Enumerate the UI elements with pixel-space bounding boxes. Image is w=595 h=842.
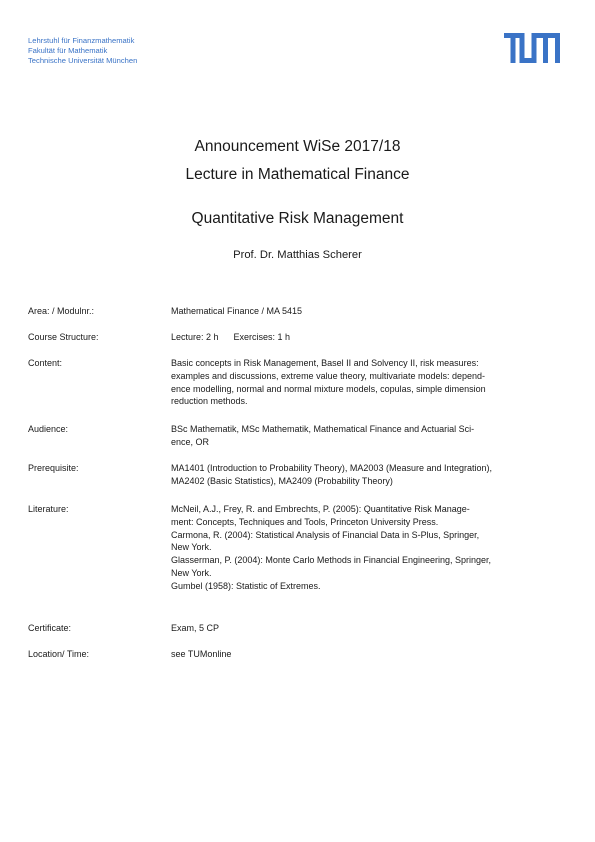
- value-line: Basic concepts in Risk Management, Basel II and Solvency II, risk measures:: [171, 358, 479, 368]
- field-label: Content:: [28, 358, 63, 368]
- value-line: MA2402 (Basic Statistics), MA2409 (Probability Theory): [171, 475, 393, 486]
- value-line: BSc Mathematik, MSc Mathematik, Mathematical Finance and Actuarial Sci-: [171, 424, 475, 434]
- value-line: McNeil, A.J., Frey, R. and Embrechts, P. (2005): Quantitative Risk Manage-: [171, 504, 470, 514]
- value-line: Carmona, R. (2004): Statistical Analysis of Financial Data in S-Plus, Springer,: [171, 529, 480, 540]
- field-value: [171, 503, 573, 593]
- field-label: Literature:: [28, 504, 69, 514]
- value-line: ment: Concepts, Techniques and Tools, Princeton University Press.: [171, 516, 439, 527]
- value-line: ence modelling, normal and normal mixture models, copulas, simple dimension: [171, 383, 486, 394]
- course-title: Quantitative Risk Management: [191, 210, 404, 227]
- field-label: Certificate:: [28, 623, 72, 633]
- field-label: Course Structure:: [28, 332, 99, 342]
- lecture-subtitle: Lecture in Mathematical Finance: [185, 166, 410, 183]
- value-line: MA1401 (Introduction to Probability Theory), MA2003 (Measure and Integration),: [171, 463, 493, 473]
- author-name: Prof. Dr. Matthias Scherer: [233, 249, 362, 261]
- field-value: [171, 305, 573, 318]
- field-label: Location/ Time:: [28, 649, 90, 659]
- value-line: New York.: [171, 567, 212, 578]
- field-value: [171, 331, 573, 344]
- field-label: Area: / Modulnr.:: [28, 306, 95, 316]
- field-value: [171, 423, 573, 449]
- announcement-title: Announcement WiSe 2017/18: [194, 138, 401, 155]
- value-line: Exam, 5 CP: [171, 623, 220, 633]
- value-line: reduction methods.: [171, 396, 248, 407]
- field-label: Prerequisite:: [28, 463, 79, 473]
- value-line: ence, OR: [171, 436, 210, 447]
- field-value: [171, 462, 573, 488]
- value-line: examples and discussions, extreme value theory, multivariate models: depend-: [171, 370, 485, 381]
- tum-logo: [504, 33, 560, 63]
- value-line: see TUMonline: [171, 649, 232, 659]
- value-line: New York.: [171, 542, 212, 553]
- value-line: Mathematical Finance / MA 5415: [171, 306, 303, 316]
- exercise-hours: Exercises: 1 h: [233, 332, 291, 342]
- chair-name: Lehrstuhl für Finanzmathematik: [28, 36, 135, 45]
- field-value: [171, 357, 573, 408]
- faculty-name: Fakultät für Mathematik: [28, 46, 108, 56]
- lecture-hours: Lecture: 2 h: [171, 332, 219, 342]
- university-name: Technische Universität München: [28, 56, 138, 66]
- value-line: Gumbel (1958): Statistic of Extremes.: [171, 580, 321, 591]
- field-value: [171, 648, 573, 661]
- chair-header: [28, 36, 137, 67]
- field-value: [171, 622, 573, 635]
- value-line: Glasserman, P. (2004): Monte Carlo Methods in Financial Engineering, Springer,: [171, 555, 492, 566]
- field-label: Audience:: [28, 424, 69, 434]
